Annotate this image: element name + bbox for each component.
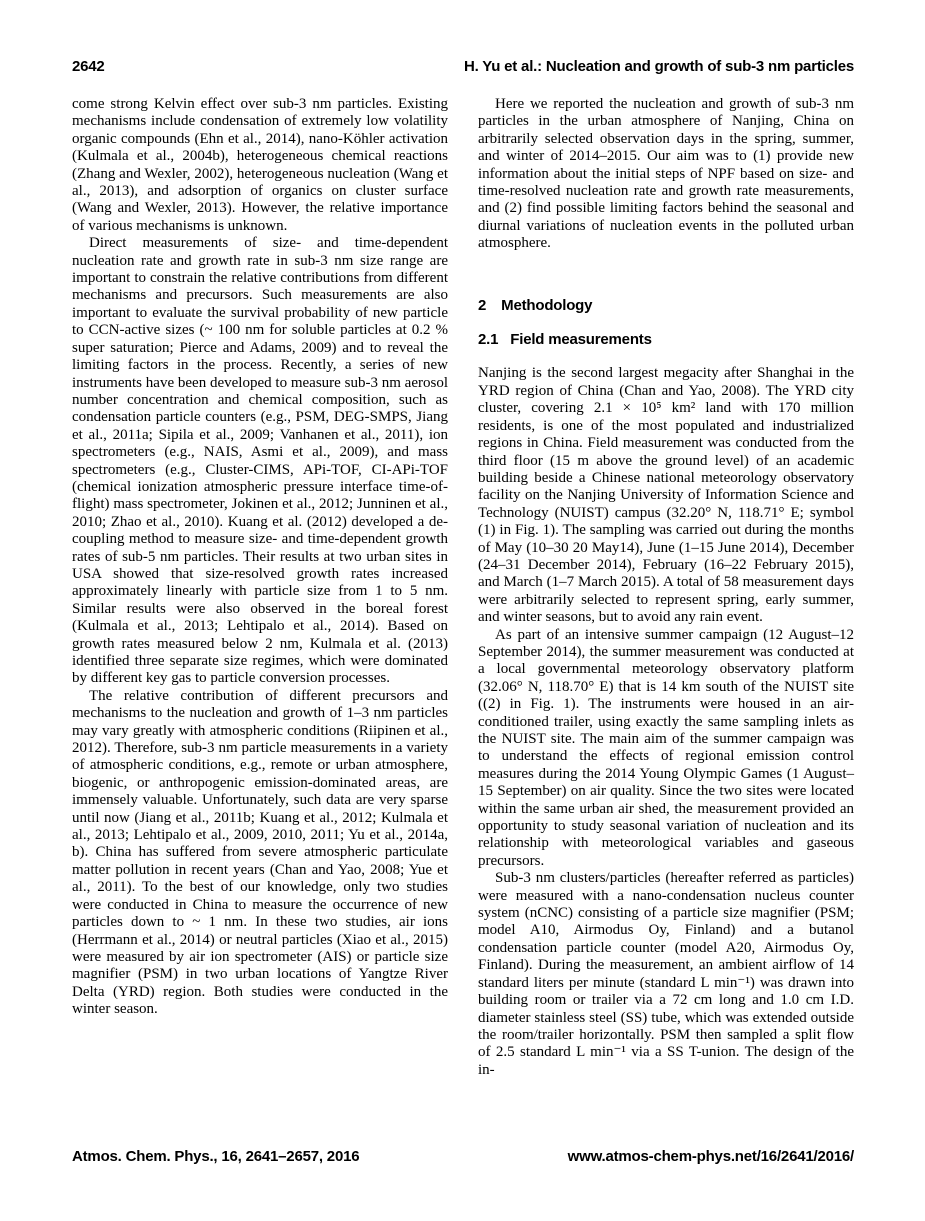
journal-url: www.atmos-chem-phys.net/16/2641/2016/ [567, 1148, 854, 1165]
running-footer [72, 1148, 854, 1165]
section-title: Methodology [501, 296, 593, 314]
body-paragraph: Here we reported the nucleation and growth of sub-3 nm particles in the urban atmosphere of Nanjing, China on arbitrarily selected observation days in the spring, summer, and winter of 2014–2015. Our aim was to (1) provide new information about the initial steps of NPF based on size- and time-resolved nucleation rate and growth rate measurements, and (2) find possible limiting factors behind the seasonal and diurnal variations of nucleation events in the polluted urban atmosphere. [478, 96, 854, 252]
section-heading-methodology [478, 297, 854, 314]
page-number: 2642 [72, 58, 105, 75]
subsection-heading-field-measurements [478, 331, 854, 348]
subsection-title: Field measurements [510, 331, 652, 349]
left-column [72, 96, 448, 1079]
subsection-number: 2.1 [478, 331, 499, 349]
section-number: 2 [478, 296, 487, 314]
running-title: H. Yu et al.: Nucleation and growth of sub-3 nm particles [463, 58, 854, 75]
body-paragraph: Nanjing is the second largest megacity after Shanghai in the YRD region of China (Chan and Yao, 2008). The YRD city cluster, covering 2.1 × 10⁵ km² land with 170 million residents, is one of the most populated and industrialized regions in China. Field measurement was conducted from the third floor (15 m above the ground level) of an academic building beside a Chinese national meteorology observatory facility on the Nanjing University of Information Science and Technology (NUIST) campus (32.20° N, 118.71° E; symbol (1) in Fig. 1). The sampling was carried out during the months of May (10–30 20 May14), June (1–15 June 2014), December (24–31 December 2014), February (16–22 February 2015), and March (1–7 March 2015). A total of 58 measurement days were arbitrarily selected to represent spring, early summer, and winter seasons, but to avoid any rain event. [478, 365, 854, 626]
body-paragraph: Sub-3 nm clusters/particles (hereafter referred as particles) were measured with a nano-condensation nucleus counter system (nCNC) consisting of a particle size magnifier (PSM; model A10, Airmodus Oy, Finland) and a butanol condensation particle counter (model A20, Airmodus Oy, Finland). During the measurement, an ambient airflow of 14 standard liters per minute (standard L min⁻¹) was drawn into building room or trailer via a 72 cm long and 1.0 cm I.D. diameter stainless steel (SS) tube, which was extended outside the room/trailer horizontally. PSM then sampled a split flow of 2.5 standard L min⁻¹ via a SS T-union. The design of the in- [478, 870, 854, 1078]
body-paragraph: The relative contribution of different precursors and mechanisms to the nucleation and growth of 1–3 nm particles may vary greatly with atmospheric conditions (Riipinen et al., 2012). Therefore, sub-3 nm particle measurements in a variety of atmospheric conditions, e.g., remote or urban atmosphere, biogenic, or anthropogenic emission-dominated areas, are immensely valuable. Unfortunately, such data are very sparse until now (Jiang et al., 2011b; Kuang et al., 2012; Kulmala et al., 2013; Lehtipalo et al., 2009, 2010, 2011; Yu et al., 2014a, b). China has suffered from severe atmospheric particulate matter pollution in recent years (Chan and Yao, 2008; Yue et al., 2011). To the best of our knowledge, only two studies were conducted in China to measure the occurrence of new particles down to ~ 1 nm. In these two studies, air ions (Herrmann et al., 2014) or neutral particles (Xiao et al., 2015) were measured by air ion spectrometer (AIS) or particle size magnifier (PSM) in two urban locations of Yangtze River Delta (YRD) region. Both studies were conducted in the winter season. [72, 687, 448, 1018]
two-column-body [72, 96, 854, 1079]
body-paragraph: come strong Kelvin effect over sub-3 nm particles. Existing mechanisms include condensation of extremely low volatility organic compounds (Ehn et al., 2014), nano-Köhler activation (Kulmala et al., 2004b), heterogeneous chemical reactions (Zhang and Wexler, 2002), heterogeneous nucleation (Wang et al., 2013), and adsorption of organics on cluster surface (Wang and Wexler, 2013). However, the relative importance of various mechanisms is unknown. [72, 96, 448, 234]
body-paragraph: Direct measurements of size- and time-dependent nucleation rate and growth rate in sub-3 nm size range are important to constrain the relative contributions from different mechanisms and precursors. Such measurements are also important to evaluate the survival probability of new particle to CCN-active sizes (~ 100 nm for soluble particles at 0.2 % super saturation; Pierce and Adams, 2009) and to reveal the limiting factors in the process. Recently, a series of new instruments have been developed to measure sub-3 nm aerosol number concentration and chemical composition, such as condensation particle counters (e.g., PSM, DEG-SMPS, Jiang et al., 2011a; Sipila et al., 2009; Vanhanen et al., 2011), ion spectrometers (e.g., NAIS, Asmi et al., 2009), and mass spectrometers (e.g., Cluster-CIMS, APi-TOF, CI-APi-TOF (chemical ionization atmospheric pressure interface time-of-flight) mass spectrometer, Jokinen et al., 2012; Junninen et al., 2010; Zhao et al., 2010). Kuang et al. (2012) developed a de-coupling method to measure size- and time-dependent growth rates of sub-5 nm particles. Their results at two urban sites in USA showed that size-resolved growth rates increased approximately linearly with particle size from 1 to 5 nm. Similar results were also observed in the boreal forest (Kulmala et al., 2013; Lehtipalo et al., 2014). Based on growth rates measured below 2 nm, Kulmala et al. (2013) identified three separate size regimes, which were dominated by different key gas to particle conversion processes. [72, 235, 448, 687]
right-column [478, 96, 854, 1079]
running-header [72, 58, 854, 75]
journal-citation: Atmos. Chem. Phys., 16, 2641–2657, 2016 [72, 1148, 360, 1165]
body-paragraph: As part of an intensive summer campaign (12 August–12 September 2014), the summer measurement was conducted at a local governmental meteorology observatory platform (32.06° N, 118.70° E) that is 14 km south of the NUIST site ((2) in Fig. 1). The instruments were housed in an air-conditioned trailer, using exactly the same sampling inlets as the NUIST site. The main aim of the summer campaign was to understand the effects of regional emission control measures during the 2014 Young Olympic Games (1 August–15 September) on air quality. Since the two sites were located within the same urban air shed, the measurement provided an opportunity to study seasonal variation of nucleation and its relationship with meteorological variables and gaseous precursors. [478, 626, 854, 869]
